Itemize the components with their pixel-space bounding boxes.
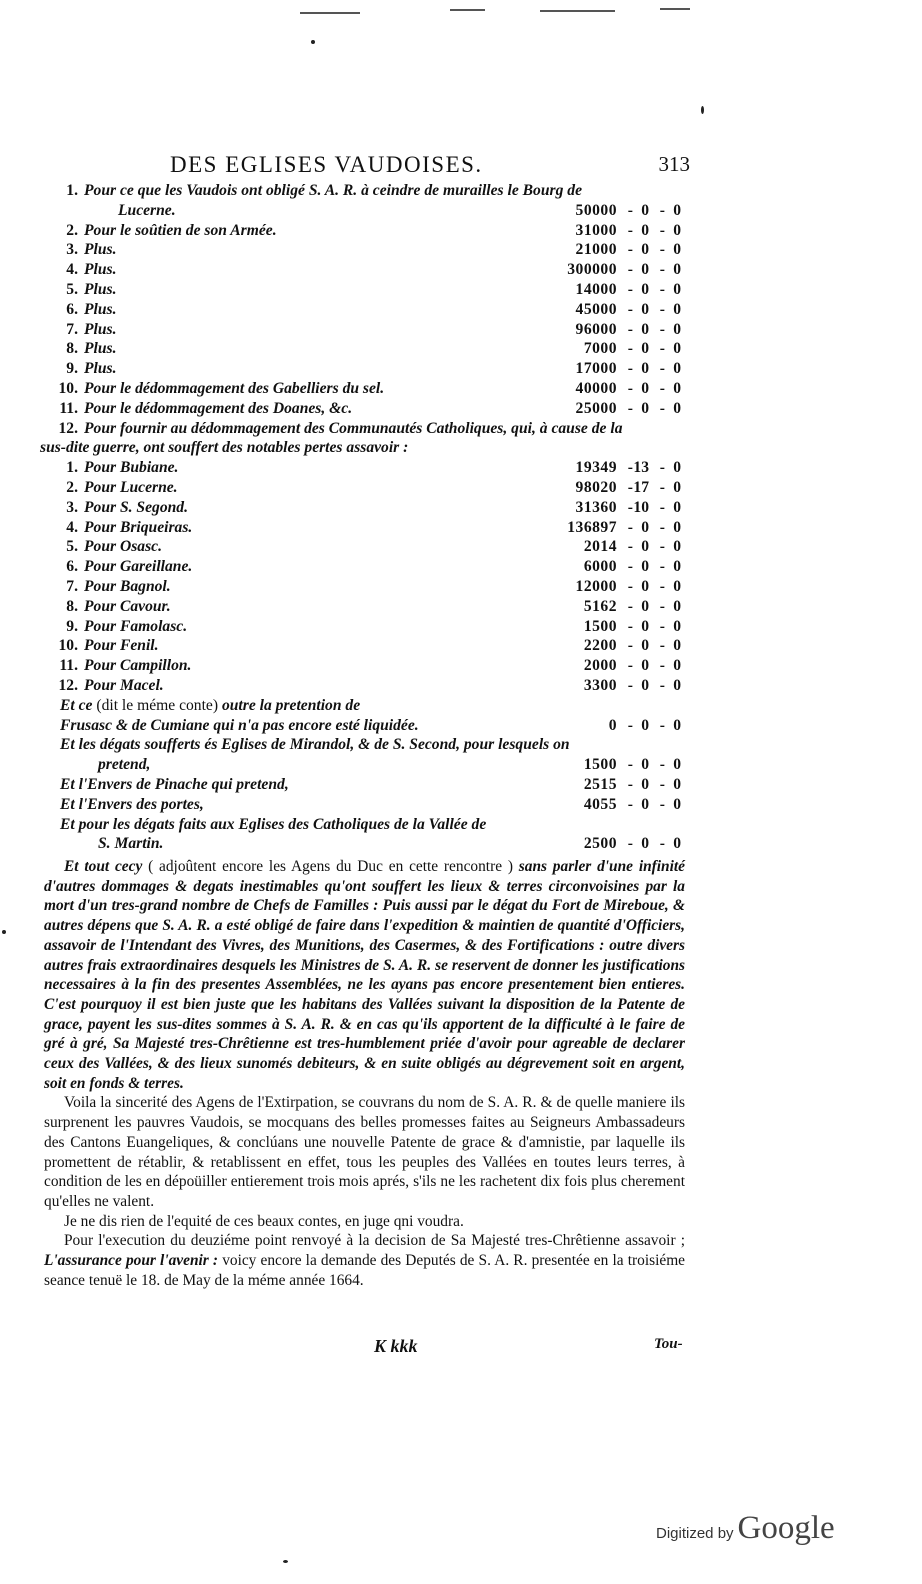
ledger-row: 7. Plus. 96000 - 0 - 0	[66, 320, 681, 338]
extra-row: Et l'Envers de Pinache qui pretend, 2515 - 0 - 0	[60, 775, 681, 793]
claims-ledger	[40, 181, 685, 854]
extra-row: Et ce (dit le méme conte) outre la pretention de	[60, 696, 361, 714]
community-row: 7. Pour Bagnol. 12000 - 0 - 0	[66, 577, 681, 595]
signature-mark: K kkk	[374, 1336, 418, 1356]
ledger-row: 4. Plus. 300000 - 0 - 0	[66, 261, 681, 279]
catchword: Tou-	[654, 1336, 683, 1352]
ledger-row: 1. Pour ce que les Vaudois ont obligé S. A. R. à ceindre de murailles le Bourg de	[66, 182, 583, 199]
community-row: 12. Pour Macel. 3300 - 0 - 0	[58, 676, 681, 694]
ledger-row: 6. Plus. 45000 - 0 - 0	[66, 300, 681, 318]
ink-speck	[701, 106, 704, 114]
ledger-row: 12. Pour fournir au dédommagement des Communautés Catholiques, qui, à cause de la	[58, 419, 623, 437]
paragraph: Pour l'execution du deuziéme point renvoyé à la decision de Sa Majesté tres-Chrêtienne assavoir ; L'assurance pour l'avenir : voicy encore la demande des Deputés de S. A. R. presentée en la troisiéme seance tenuë le 18. de May de la méme année 1664.	[44, 1232, 685, 1289]
paragraph: Je ne dis rien de l'equité de ces beaux contes, en juge qni voudra.	[64, 1212, 464, 1230]
ink-speck	[311, 40, 315, 44]
ink-speck	[2, 930, 6, 934]
body-text	[44, 857, 685, 1290]
community-row: 2. Pour Lucerne. 98020 - 17 - 0	[66, 478, 681, 496]
google-logo: Google	[737, 1510, 835, 1546]
ledger-row: 10. Pour le dédommagement des Gabelliers du sel. 40000 - 0 - 0	[58, 379, 681, 397]
scan-edge-line	[300, 12, 360, 14]
community-row: 3. Pour S. Segond. 31360 - 10 - 0	[66, 498, 681, 516]
page-number: 313	[658, 152, 690, 176]
ledger-row: 5. Plus. 14000 - 0 - 0	[66, 280, 681, 298]
ledger-row: 2. Pour le soûtien de son Armée. 31000 - 0 - 0	[66, 221, 681, 239]
community-row: 6. Pour Gareillane. 6000 - 0 - 0	[66, 558, 681, 576]
ink-speck	[283, 1560, 288, 1563]
ledger-row: 11. Pour le dédommagement des Doanes, &c. 25000 - 0 - 0	[59, 399, 681, 417]
paragraph: Voila la sincerité des Agens de l'Extirpation, se couvrans du nom de S. A. R. & de quelle maniere ils surprenent les pauvres Vaudois, se mocquans des belles promesses faites au Seigneurs Ambassadeurs des Cantons Euangeliques, & conclúans une nouvelle Patente de grace & d'amnistie, par laquelle ils promettent de rétablir, & retablissent en effet, tous les peuples des Vallées en toutes leurs terres, à condition de les en dépoüiller entierement trois mois aprés, s'ils ne les rachetent dix fois plus cherement qu'elles ne valent.	[44, 1094, 685, 1210]
digitized-watermark	[656, 1510, 835, 1550]
running-title: DES EGLISES VAUDOISES.	[170, 152, 483, 177]
scan-edge-line	[540, 10, 615, 12]
extra-row: Et l'Envers des portes, 4055 - 0 - 0	[60, 795, 681, 813]
running-header	[170, 152, 690, 182]
community-row: 4. Pour Briqueiras. 136897 - 0 - 0	[66, 518, 681, 536]
community-row: 1. Pour Bubiane. 19349 - 13 - 0	[66, 459, 681, 477]
ledger-row: 8. Plus. 7000 - 0 - 0	[66, 340, 681, 358]
community-row: 5. Pour Osasc. 2014 - 0 - 0	[66, 538, 681, 556]
extra-row: Frusasc & de Cumiane qui n'a pas encore esté liquidée. 0 - 0 - 0	[60, 716, 681, 734]
ledger-row: sus-dite guerre, ont souffert des notables pertes assavoir :	[40, 439, 409, 457]
extra-row: S. Martin. 2500 - 0 - 0	[98, 835, 681, 853]
scan-edge-line	[660, 8, 690, 10]
community-row: 11. Pour Campillon. 2000 - 0 - 0	[59, 657, 681, 675]
extra-row: Et pour les dégats faits aux Eglises des Catholiques de la Vallée de	[60, 815, 487, 833]
community-row: 10. Pour Fenil. 2200 - 0 - 0	[58, 637, 681, 655]
extra-row: Et les dégats soufferts és Eglises de Mirandol, & de S. Second, pour lesquels on	[60, 736, 570, 754]
community-row: 9. Pour Famolasc. 1500 - 0 - 0	[66, 617, 681, 635]
ledger-row: Lucerne. 50000 - 0 - 0	[118, 201, 681, 219]
community-row: 8. Pour Cavour. 5162 - 0 - 0	[66, 597, 681, 615]
italic-paragraph: Et tout cecy ( adjoûtent encore les Agens du Duc en cette rencontre ) sans parler d'une infinité d'autres dommages & degats inestimables qu'ont souffert les lieux & terres circonvoisines par la mort d'un tres-grand nombre de Chefs de Familles : Puis aussi par le dégat du Fort de Mireboue, & autres dépens que S. A. R. a esté obligé de faire dans l'expedition & maintien de quantité d'Officiers, assavoir de l'Intendant des Vivres, des Munitions, des Casermes, & des Fortifications : outre divers autres frais extraordinaires desquels les Ministres de S. A. R. se reservent de donner les justifications necessaires à la fin des presentes Assemblées, ne les ayans pas encore presentement bien entieres. C'est pourquoy il est bien juste que les habitans des Vallées suivant la disposition de la Patente de grace, payent les sus-dites sommes à S. A. R. & en cas qu'ils apportent de la difficulté à le faire de gré à gré, Sa Majesté tres-Chrêtienne est tres-humblement priée d'avoir pour agreable de declarer ceux des Vallées, & des lieux sunomés debiteurs, & en suite obligés au dégrevement soit en argent, soit en fonds & terres.	[44, 858, 685, 1092]
scan-edge-line	[450, 9, 485, 11]
digitized-label: Digitized by	[656, 1525, 734, 1542]
ledger-row: 3. Plus. 21000 - 0 - 0	[66, 241, 681, 259]
extra-row: pretend, 1500 - 0 - 0	[98, 756, 681, 774]
ledger-row: 9. Plus. 17000 - 0 - 0	[66, 360, 681, 378]
